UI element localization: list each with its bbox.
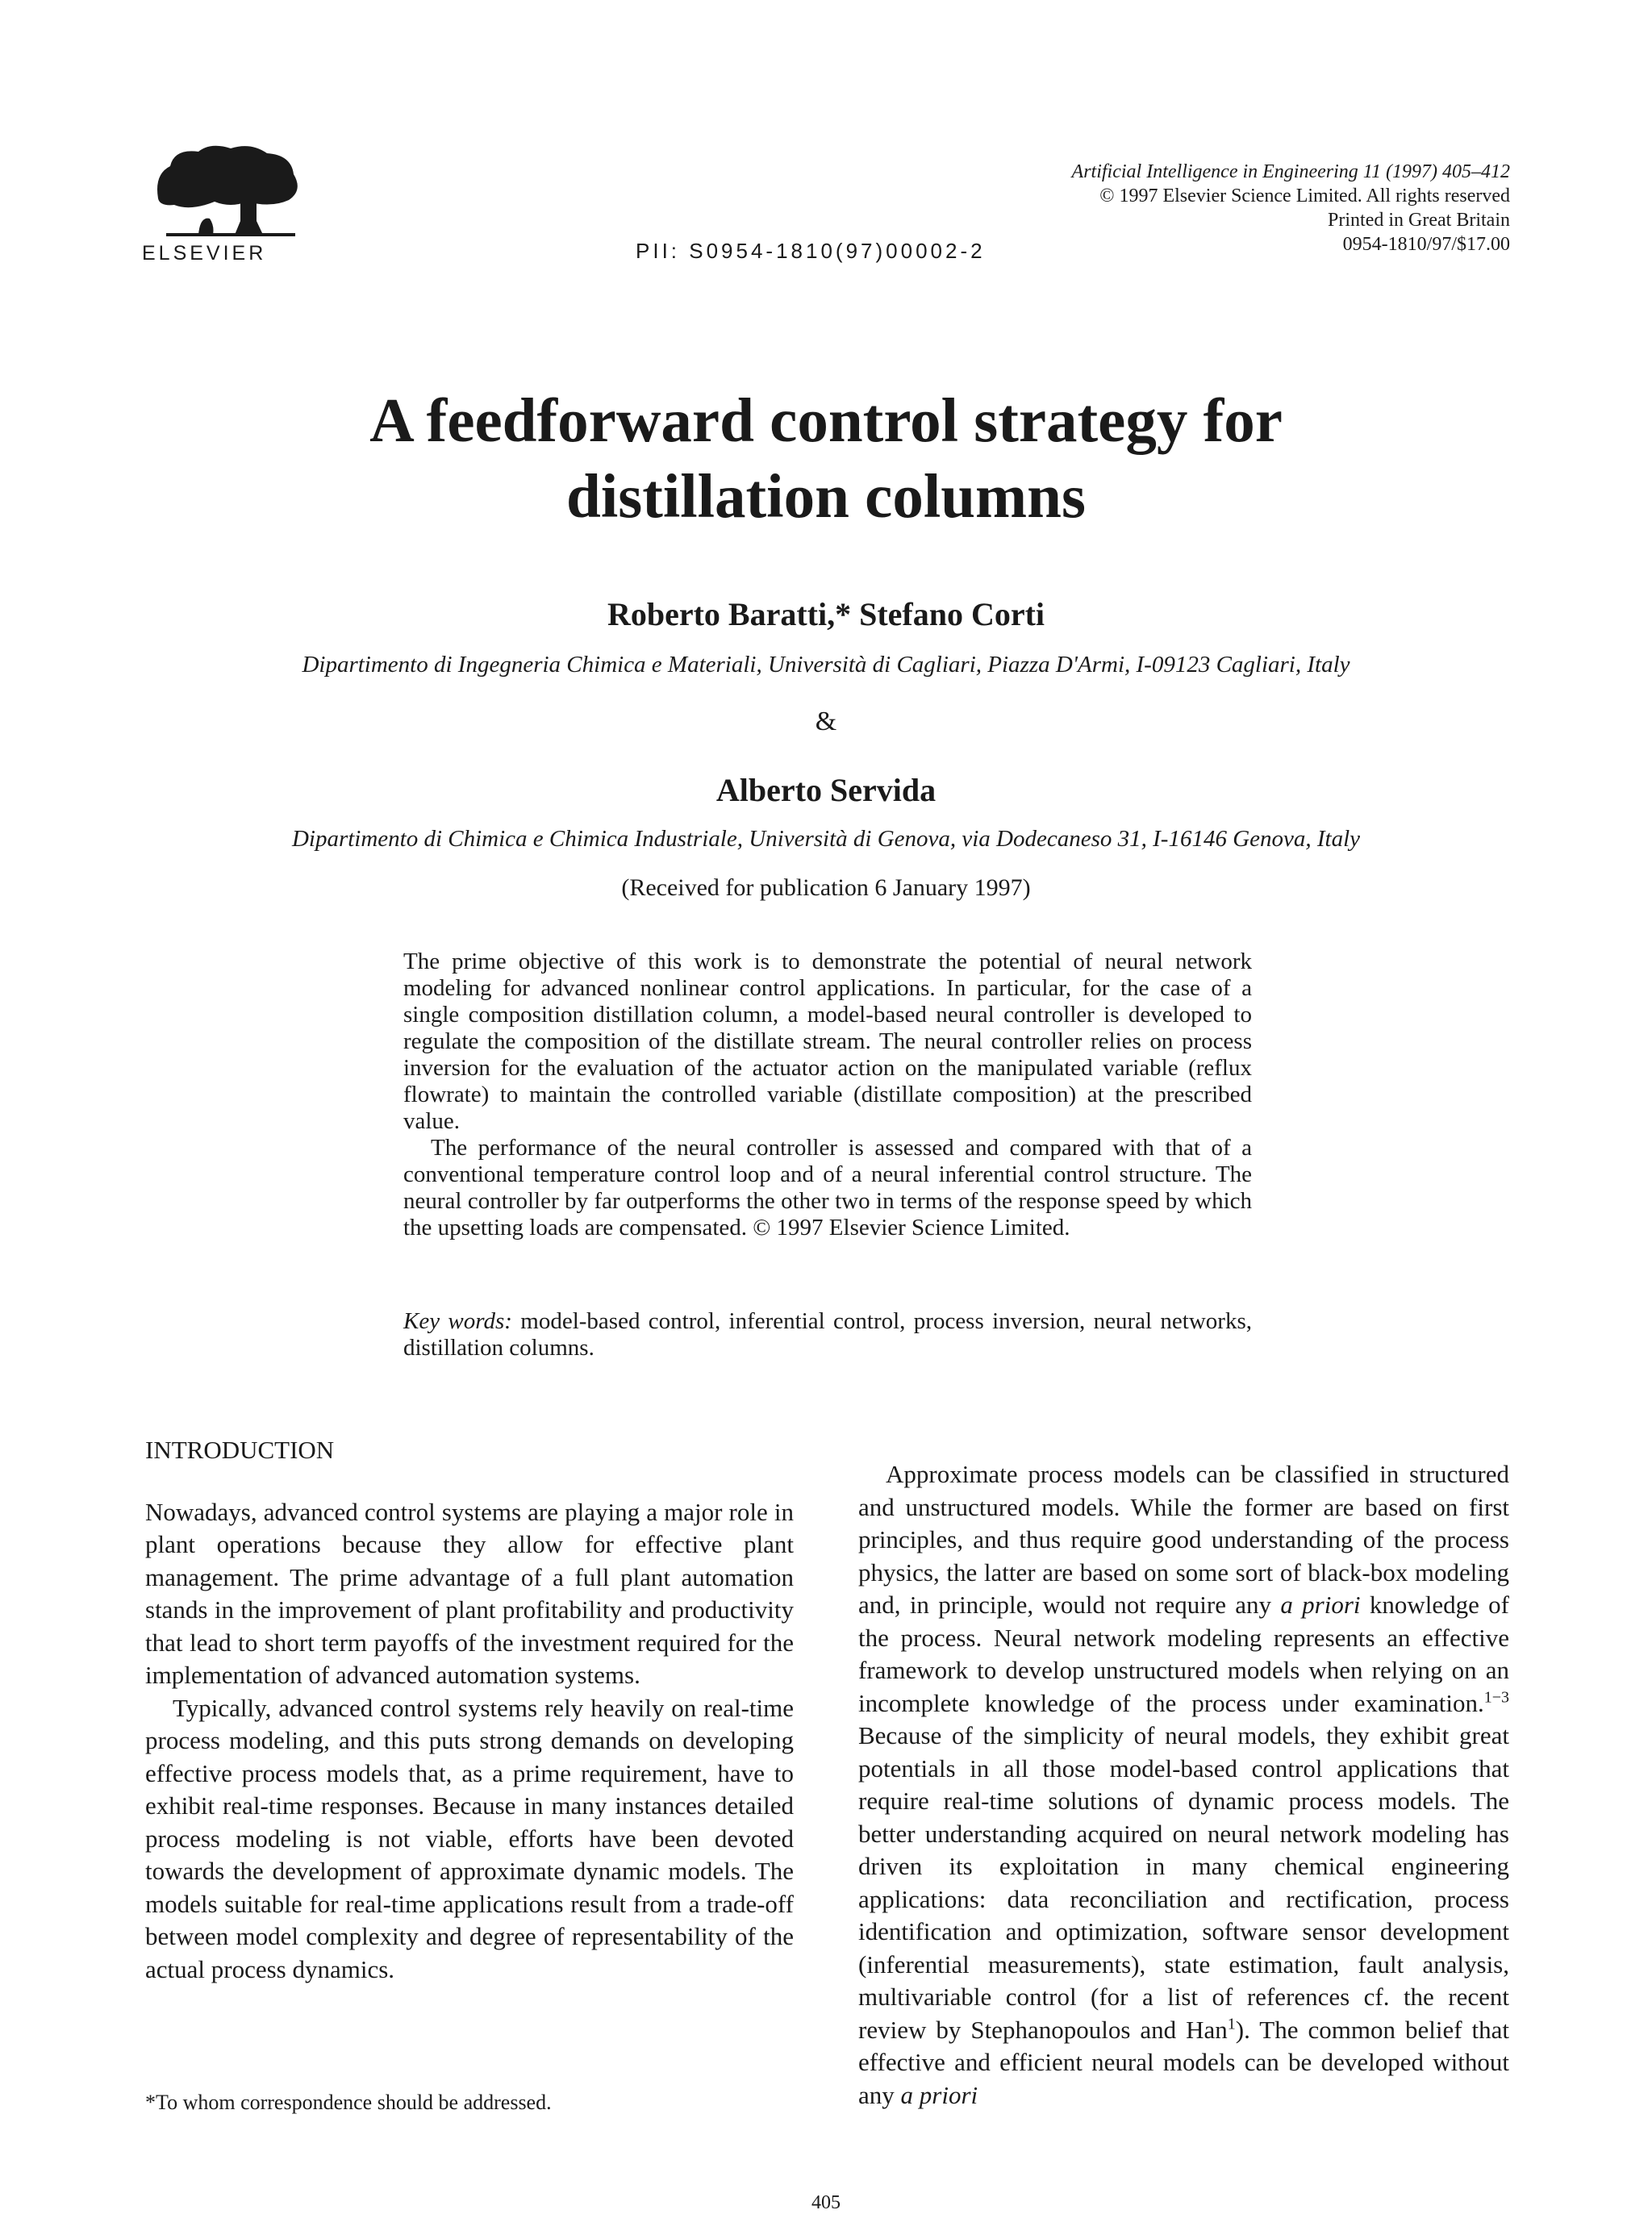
issn-line: 0954-1810/97/$17.00 bbox=[1342, 234, 1510, 255]
right-column bbox=[858, 1458, 1509, 2112]
text-run: Approximate process models can be classified in structured and unstructured models. While the former are based on first principles, and thus require good understanding of the process physics, the latter are based on some sort of black-box modeling and, in principle, would not require any bbox=[858, 1460, 1509, 1619]
intro-paragraph-2: Typically, advanced control systems rely heavily on real-time process modeling, and this puts strong demands on developing effective process models that, as a prime requirement, have to exhibit real-time responses. Because in many instances detailed process modeling is not viable, efforts have been devoted towards the development of approximate dynamic models. The models suitable for real-time applications result from a trade-off between model complexity and degree of representability of the actual process dynamics. bbox=[145, 1693, 794, 1983]
keywords bbox=[403, 1308, 1252, 1361]
affiliation-2: Dipartimento di Chimica e Chimica Industriale, Università di Genova, via Dodecaneso 31, I-16146 Genova, Italy bbox=[291, 826, 1361, 852]
copyright-line: © 1997 Elsevier Science Limited. All rights reserved bbox=[1099, 186, 1510, 206]
text-run: Because of the simplicity of neural models, they exhibit great potentials in all those model-based control applications that require real-time solutions of dynamic process models. The better understanding acquired on neural network modeling has driven its exploitation in many chemical engineering applications: data reconciliation and rectification, process identification and optimization, software sensor development (inferential measurements), state estimation, fault analysis, multivariable control (for a list of references cf. the recent review by Stephanopoulos and Han bbox=[858, 1721, 1509, 2044]
abstract bbox=[403, 949, 1252, 1241]
title-line-2: distillation columns bbox=[566, 461, 1086, 531]
affiliation-1: Dipartimento di Ingegneria Chimica e Materiali, Università di Cagliari, Piazza D'Armi, I-09123 Cagliari, Italy bbox=[302, 652, 1350, 678]
keywords-text: model-based control, inferential control, process inversion, neural networks, distillation columns. bbox=[403, 1308, 1252, 1361]
journal-info bbox=[945, 160, 1510, 256]
journal-citation: Artificial Intelligence in Engineering 11 (1997) 405–412 bbox=[1071, 161, 1510, 182]
author-group-1: Roberto Baratti,* Stefano Corti bbox=[607, 596, 1045, 632]
footnote: *To whom correspondence should be addressed. bbox=[145, 2091, 552, 2114]
title-line-1: A feedforward control strategy for bbox=[369, 386, 1283, 455]
abstract-paragraph-1: The prime objective of this work is to demonstrate the potential of neural network modeling for advanced nonlinear control applications. In particular, for the case of a single composition distillation column, a model-based neural controller is developed to regulate the composition of the distillate stream. The neural controller relies on process inversion for the evaluation of the actuator action on the manipulated variable (reflux flowrate) to maintain the controlled variable (distillate composition) at the prescribed value. bbox=[403, 949, 1252, 1134]
page-number: 405 bbox=[811, 2192, 841, 2213]
section-heading: INTRODUCTION bbox=[145, 1436, 335, 1464]
citation-ref: 1 bbox=[1227, 2015, 1236, 2033]
author-ampersand: & bbox=[815, 707, 837, 736]
left-column bbox=[145, 1434, 794, 1986]
keywords-label: Key words: bbox=[403, 1308, 512, 1334]
elsevier-tree-icon bbox=[150, 142, 303, 239]
elsevier-logo bbox=[142, 142, 311, 271]
text-run: knowledge of the process. Neural network modeling represents an effective framework to develop unstructured models when relying on an incomplete knowledge of the process under examination. bbox=[858, 1591, 1510, 1717]
italic-run: a priori bbox=[900, 2080, 978, 2109]
citation-ref: 1−3 bbox=[1483, 1688, 1509, 1707]
intro-paragraph-1: Nowadays, advanced control systems are playing a major role in plant operations because they allow for effective plant management. The prime advantage of a full plant automation stands in the improvement of plant profitability and productivity that lead to short term payoffs of the investment required for the implementation of advanced automation systems. bbox=[145, 1497, 794, 1689]
abstract-paragraph-2: The performance of the neural controller is assessed and compared with that of a conventional temperature control loop and of a neural inferential control structure. The neural controller by far outperforms the other two in terms of the response speed by which the upsetting loads are compensated. © 1997 Elsevier Science Limited. bbox=[403, 1135, 1252, 1241]
paper-title bbox=[0, 382, 1652, 534]
text-run: ). The common belief that effective and efficient neural models can be developed without any bbox=[858, 2015, 1510, 2109]
publisher-name: ELSEVIER bbox=[142, 242, 267, 265]
printed-line: Printed in Great Britain bbox=[1328, 210, 1510, 231]
pii-code: PII: S0954-1810(97)00002-2 bbox=[636, 239, 986, 263]
author-group-2: Alberto Servida bbox=[715, 772, 937, 808]
italic-run: a priori bbox=[1280, 1591, 1361, 1619]
right-paragraph bbox=[858, 1458, 1509, 2112]
received-date: (Received for publication 6 January 1997) bbox=[621, 874, 1031, 901]
